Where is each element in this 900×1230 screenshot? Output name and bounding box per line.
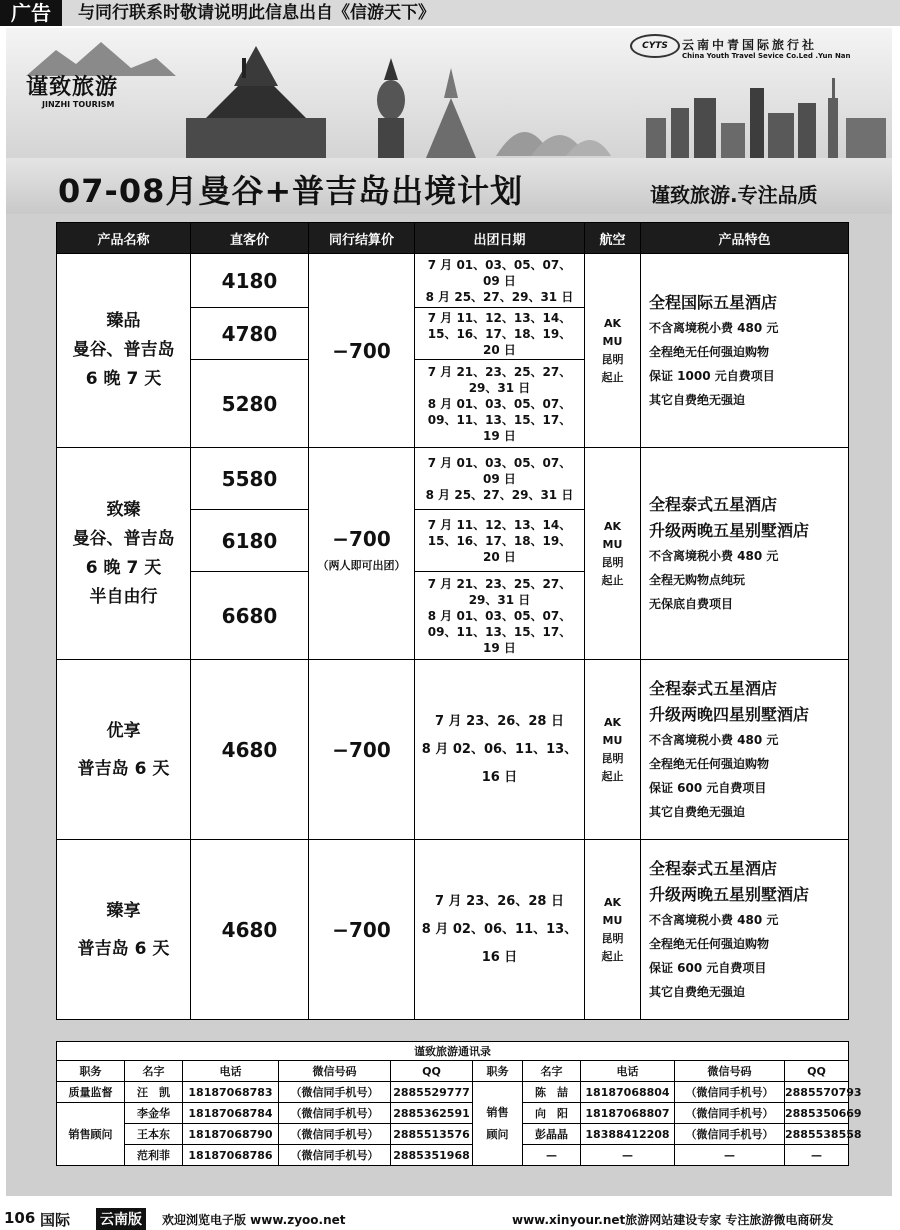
contact-wechat: （微信同手机号） [675,1124,785,1145]
contact-wechat: （微信同手机号） [279,1124,391,1145]
col-header-retail-price: 直客价 [191,223,309,254]
airline-cell [585,448,641,660]
date-line: 16 日 [481,769,518,785]
airline-code: AK [603,316,622,330]
airline-note: 起止 [601,370,624,384]
contact-phone: 18187068804 [581,1082,675,1103]
feature-line: 保证 600 元自费项目 [649,960,767,975]
airline-code: AK [603,519,622,533]
agency-emblem-icon: CYTS [630,34,680,58]
ad-bar [0,0,900,26]
departure-dates [415,510,585,572]
date-line: 7 月 11、12、13、14、 [427,310,572,325]
airline-city: 昆明 [601,352,624,366]
date-line: 8 月 25、27、29、31 日 [425,487,574,502]
date-line: 7 月 23、26、28 日 [435,893,564,909]
contact-name: 王本东 [125,1124,183,1145]
feature-headline: 升级两晚四星别墅酒店 [649,704,810,724]
contact-row [57,1103,849,1124]
date-line: 19 日 [483,640,516,655]
date-line: 7 月 21、23、25、27、 [427,576,572,591]
airline-code: AK [603,715,622,729]
date-line: 15、16、17、18、19、 [427,533,572,548]
date-line: 15、16、17、18、19、 [427,326,572,341]
contact-phone: 18388412208 [581,1124,675,1145]
features-cell [641,448,849,660]
ad-notice: 与同行联系时敬请说明此信息出自《信游天下》 [78,3,435,23]
col-header-features: 产品特色 [641,223,849,254]
section-label: 国际 [40,1211,71,1229]
table-row [57,254,849,308]
product-name: 致臻 [106,499,141,520]
contact-row [57,1124,849,1145]
contact-qq: 2885362591 [391,1103,473,1124]
header-banner [6,28,892,158]
logo-text: 谨致旅游 [26,74,119,100]
contact-row [57,1082,849,1103]
contact-role-text: 销售顾问 [486,1105,509,1141]
retail-price: 6180 [191,510,309,572]
contact-qq: 2885538558 [785,1124,849,1145]
departure-dates [415,254,585,308]
trade-price-cell [309,448,415,660]
contact-wechat: （微信同手机号） [279,1082,391,1103]
product-name: 臻享 [106,900,141,921]
airline-code: MU [602,913,623,927]
airline-cell [585,254,641,448]
airline-code: MU [602,733,623,747]
airline-city: 昆明 [601,931,624,945]
contact-qq: 2885350669 [785,1103,849,1124]
date-line: 09 日 [483,471,516,486]
contact-phone: 18187068790 [183,1124,279,1145]
contact-qq: 2885529777 [391,1082,473,1103]
airline-code: MU [602,537,623,551]
product-name-cell [57,660,191,840]
retail-price: 6680 [191,572,309,660]
date-line: 7 月 21、23、25、27、 [427,364,572,379]
airline-cell [585,840,641,1020]
date-line: 09、11、13、15、17、 [427,412,572,427]
date-line: 8 月 01、03、05、07、 [427,396,572,411]
feature-line: 不含离境税小费 480 元 [649,912,779,927]
departure-dates [415,660,585,840]
contact-phone: 18187068786 [183,1145,279,1166]
contact-wechat: （微信同手机号） [279,1145,391,1166]
trade-price: −700 [332,737,391,762]
departure-dates [415,840,585,1020]
contact-wechat: （微信同手机号） [279,1103,391,1124]
date-line: 8 月 02、06、11、13、 [421,741,578,757]
retail-price: 4680 [191,840,309,1020]
airline-city: 昆明 [601,555,624,569]
col-header-trade-price: 同行结算价 [309,223,415,254]
trade-price: −700 [332,917,391,942]
product-route: 普吉岛 6 天 [77,938,170,959]
airline-city: 昆明 [601,751,624,765]
contact-qq: 2885351968 [391,1145,473,1166]
contact-name: — [523,1145,581,1166]
feature-headline: 全程泰式五星酒店 [649,858,778,878]
feature-headline: 全程泰式五星酒店 [649,678,778,698]
departure-dates [415,360,585,448]
retail-price: 4680 [191,660,309,840]
feature-line: 不含离境税小费 480 元 [649,732,779,747]
retail-price: 5280 [191,360,309,448]
airline-cell [585,660,641,840]
table-header-row [57,223,849,254]
date-line: 7 月 11、12、13、14、 [427,517,572,532]
date-line: 19 日 [483,428,516,443]
slogan: 谨致旅游.专注品质 [650,183,818,207]
contact-row [57,1145,849,1166]
feature-headline: 升级两晚五星别墅酒店 [649,520,810,540]
page-footer [0,1205,900,1230]
trade-price-cell [309,660,415,840]
contact-phone: 18187068807 [581,1103,675,1124]
feature-line: 全程绝无任何强迫购物 [649,344,770,359]
trade-price-note: （两人即可出团） [317,558,406,572]
contact-name: 范利菲 [125,1145,183,1166]
product-name: 臻品 [106,311,141,331]
airline-code: MU [602,334,623,348]
contact-wechat: （微信同手机号） [675,1103,785,1124]
table-row [57,448,849,510]
airline-note: 起止 [601,769,624,783]
page-number: 106 [4,1209,36,1227]
features-cell [641,660,849,840]
contact-phone: — [581,1145,675,1166]
contact-col-role: 职务 [57,1061,125,1082]
contact-name: 汪 凯 [125,1082,183,1103]
trade-price: −700 [332,338,391,363]
date-line: 8 月 25、27、29、31 日 [425,289,574,304]
feature-headline: 升级两晚五星别墅酒店 [649,884,810,904]
departure-dates [415,448,585,510]
feature-line: 全程绝无任何强迫购物 [649,756,770,771]
contact-name: 向 阳 [523,1103,581,1124]
product-route: 曼谷、普吉岛 [72,528,175,549]
date-line: 29、31 日 [468,380,531,395]
contact-col-wechat: 微信号码 [675,1061,785,1082]
table-row [57,840,849,1020]
product-name-cell [57,448,191,660]
feature-line: 保证 1000 元自费项目 [649,368,775,383]
contact-role: 销售顾问 [57,1103,125,1166]
features-cell [641,254,849,448]
contact-header-row [57,1061,849,1082]
date-line: 20 日 [483,549,516,564]
col-header-product: 产品名称 [57,223,191,254]
feature-line: 全程无购物点纯玩 [649,572,746,587]
footer-right-link[interactable]: www.xinyour.net旅游网站建设专家 专注旅游微电商研发 [512,1213,834,1227]
logo-subtitle: JINZHI TOURISM [42,100,115,109]
date-line: 7 月 01、03、05、07、 [427,257,572,272]
agency-name-en: China Youth Travel Sevice Co.Led .Yun Nan [682,52,851,60]
page-title: 07-08月曼谷+普吉岛出境计划 [58,172,524,210]
product-table [56,222,849,1020]
features-cell [641,840,849,1020]
date-line: 8 月 02、06、11、13、 [421,921,578,937]
product-type: 半自由行 [89,586,158,607]
footer-welcome-link[interactable]: 欢迎浏览电子版 www.zyoo.net [162,1213,346,1227]
product-name: 优享 [106,720,141,741]
trade-price-cell [309,840,415,1020]
date-line: 16 日 [481,949,518,965]
airline-note: 起止 [601,573,624,587]
retail-price: 4180 [191,254,309,308]
feature-line: 不含离境税小费 480 元 [649,548,779,563]
contact-col-name: 名字 [523,1061,581,1082]
contact-name: 彭晶晶 [523,1124,581,1145]
product-name-cell [57,840,191,1020]
agency-name: 云南中青国际旅行社 [682,38,818,52]
ad-tag: 广告 [0,0,62,26]
contact-name: 陈 喆 [523,1082,581,1103]
contact-qq: 2885570793 [785,1082,849,1103]
contact-phone: 18187068783 [183,1082,279,1103]
date-line: 8 月 01、03、05、07、 [427,608,572,623]
contact-name: 李金华 [125,1103,183,1124]
departure-dates [415,308,585,360]
product-duration: 6 晚 7 天 [85,557,162,578]
trade-price: −700 [332,526,391,551]
table-row [57,660,849,840]
date-line: 09、11、13、15、17、 [427,624,572,639]
date-line: 09 日 [483,273,516,288]
contact-qq: 2885513576 [391,1124,473,1145]
contact-col-phone: 电话 [581,1061,675,1082]
contact-col-qq: QQ [785,1061,849,1082]
contact-role [473,1082,523,1166]
feature-headline: 全程国际五星酒店 [649,292,778,312]
edition-badge: 云南版 [96,1208,146,1230]
feature-line: 其它自费绝无强迫 [649,984,746,999]
date-line: 29、31 日 [468,592,531,607]
feature-headline: 全程泰式五星酒店 [649,494,778,514]
departure-dates [415,572,585,660]
product-name-cell [57,254,191,448]
contact-wechat: — [675,1145,785,1166]
product-route: 普吉岛 6 天 [77,758,170,779]
contact-qq: — [785,1145,849,1166]
date-line: 7 月 01、03、05、07、 [427,455,572,470]
contact-phone: 18187068784 [183,1103,279,1124]
trade-price-cell [309,254,415,448]
contact-col-phone: 电话 [183,1061,279,1082]
feature-line: 保证 600 元自费项目 [649,780,767,795]
feature-line: 其它自费绝无强迫 [649,392,746,407]
feature-line: 不含离境税小费 480 元 [649,320,779,335]
contact-col-role: 职务 [473,1061,523,1082]
contact-col-name: 名字 [125,1061,183,1082]
contact-col-qq: QQ [391,1061,473,1082]
feature-line: 全程绝无任何强迫购物 [649,936,770,951]
airline-code: AK [603,895,622,909]
feature-line: 无保底自费项目 [649,596,734,611]
retail-price: 5580 [191,448,309,510]
retail-price: 4780 [191,308,309,360]
contact-directory [56,1041,862,1166]
product-route: 曼谷、普吉岛 [72,340,175,360]
date-line: 7 月 23、26、28 日 [435,713,564,729]
contact-col-wechat: 微信号码 [279,1061,391,1082]
col-header-airline: 航空 [585,223,641,254]
product-duration: 6 晚 7 天 [85,369,162,389]
contact-directory-title: 谨致旅游通讯录 [57,1042,849,1061]
contact-role: 质量监督 [57,1082,125,1103]
contact-wechat: （微信同手机号） [675,1082,785,1103]
date-line: 20 日 [483,342,516,357]
airline-note: 起止 [601,949,624,963]
feature-line: 其它自费绝无强迫 [649,804,746,819]
col-header-departure-dates: 出团日期 [415,223,585,254]
